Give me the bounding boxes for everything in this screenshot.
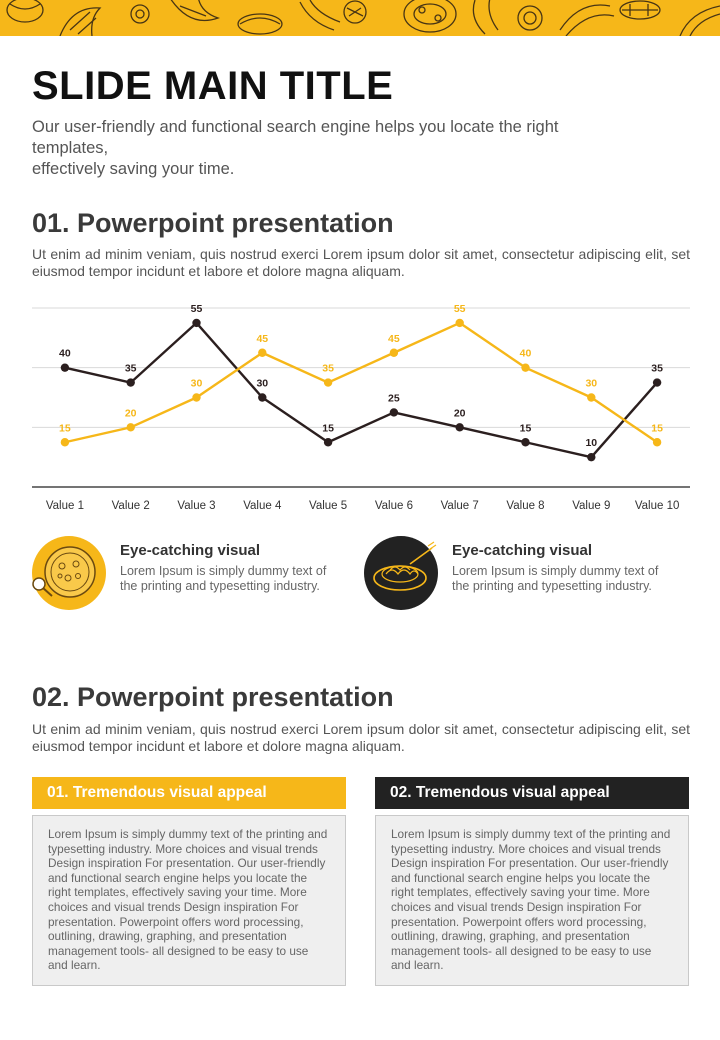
food-sketch-pattern-icon [0, 0, 720, 36]
data-label: 30 [585, 377, 598, 390]
data-label: 45 [256, 332, 269, 345]
x-tick-label: Value 4 [243, 500, 282, 512]
data-point [456, 423, 464, 431]
feature-card-1 [32, 536, 352, 612]
chart-points [61, 319, 662, 462]
data-point [324, 378, 332, 386]
data-point [521, 363, 529, 371]
data-label: 55 [190, 302, 203, 315]
x-tick-label: Value 8 [506, 500, 545, 512]
slide-subtitle [32, 117, 672, 180]
data-label: 40 [59, 347, 71, 360]
subtitle-line: Our user-friendly and functional search engine helps you locate the right [32, 118, 559, 136]
data-point [127, 378, 135, 386]
section-2-title: 02. Powerpoint presentation [32, 682, 394, 712]
section-1-title: 01. Powerpoint presentation [32, 208, 394, 238]
data-point [258, 393, 266, 401]
feature-2-text: Lorem Ipsum is simply dummy text of the printing and typesetting industry. [452, 564, 659, 593]
x-tick-label: Value 10 [634, 500, 680, 512]
x-tick-label: Value 6 [374, 500, 413, 512]
data-point [653, 438, 661, 446]
data-label: 35 [322, 362, 334, 375]
feature-2-title: Eye-catching visual [452, 542, 593, 559]
box-1-header: 01. Tremendous visual appeal [32, 777, 346, 809]
data-point [192, 319, 200, 327]
x-tick-label: Value 3 [177, 500, 216, 512]
data-label: 35 [651, 362, 663, 375]
data-point [456, 319, 464, 327]
data-label: 15 [519, 422, 532, 435]
feature-1-title: Eye-catching visual [120, 542, 261, 559]
feature-1-text: Lorem Ipsum is simply dummy text of the printing and typesetting industry. [120, 564, 327, 593]
data-label: 55 [453, 302, 466, 315]
data-label: 20 [124, 407, 137, 420]
data-point [127, 423, 135, 431]
data-point [324, 438, 332, 446]
data-label: 15 [59, 422, 71, 435]
data-point [390, 349, 398, 357]
x-tick-label: Value 9 [572, 500, 611, 512]
data-point [390, 408, 398, 416]
data-label: 15 [322, 422, 334, 435]
data-label: 25 [388, 392, 400, 405]
data-label: 20 [453, 407, 466, 420]
data-point [587, 393, 595, 401]
x-tick-label: Value 1 [45, 500, 84, 512]
data-point [521, 438, 529, 446]
data-label: 35 [124, 362, 137, 375]
data-point [61, 438, 69, 446]
feature-1-icon-circle [32, 536, 106, 610]
series-line-1 [65, 323, 657, 457]
pizza-icon [32, 536, 106, 610]
pasta-plate-icon [364, 536, 438, 610]
feature-card-2 [364, 536, 684, 612]
data-point [192, 393, 200, 401]
subtitle-line: templates, [32, 139, 109, 157]
slide-main-title: SLIDE MAIN TITLE [32, 64, 394, 108]
subtitle-line: effectively saving your time. [32, 160, 235, 178]
line-chart [30, 296, 694, 520]
chart-series [65, 323, 657, 457]
data-point [587, 453, 595, 461]
data-point [61, 363, 69, 371]
series-line-2 [65, 323, 657, 442]
section-2-body: Ut enim ad minim veniam, quis nostrud exerci Lorem ipsum dolor sit amet, consectetur adipiscing elit, set eiusmod tempor incidunt et labore et dolore magna aliquam. [32, 721, 690, 754]
data-label: 40 [519, 347, 532, 360]
data-label: 10 [585, 437, 598, 450]
data-point [258, 349, 266, 357]
data-label: 30 [256, 377, 269, 390]
data-label: 45 [388, 332, 400, 345]
decorative-banner [0, 0, 720, 36]
data-point [653, 378, 661, 386]
box-2-body: Lorem Ipsum is simply dummy text of the printing and typesetting industry. More choices and visual trends Design inspiration For presentation. Our user-friendly and functional search engine helps you locate the right templates, effectively saving your time. More choices and visual trends Design inspiration For presentation. Powerpoint offers word processing, outlining, drawing, graphing, and presentation management tools- all designed to be easy to use and learn. [375, 815, 689, 986]
box-1-body: Lorem Ipsum is simply dummy text of the printing and typesetting industry. More choices and visual trends Design inspiration For presentation. Our user-friendly and functional search engine helps you locate the right templates, effectively saving your time. More choices and visual trends Design inspiration For presentation. Powerpoint offers word processing, outlining, drawing, graphing, and presentation management tools- all designed to be easy to use and learn. [32, 815, 346, 986]
box-2-header: 02. Tremendous visual appeal [375, 777, 689, 809]
x-tick-label: Value 2 [111, 500, 150, 512]
x-tick-label: Value 5 [309, 500, 348, 512]
data-label: 30 [190, 377, 203, 390]
section-1-body: Ut enim ad minim veniam, quis nostrud exerci Lorem ipsum dolor sit amet, consectetur adipiscing elit, set eiusmod tempor incidunt et labore et dolore magna aliquam. [32, 246, 690, 279]
data-label: 15 [651, 422, 663, 435]
chart-x-axis [46, 500, 680, 512]
feature-2-icon-circle [364, 536, 438, 610]
x-tick-label: Value 7 [440, 500, 479, 512]
